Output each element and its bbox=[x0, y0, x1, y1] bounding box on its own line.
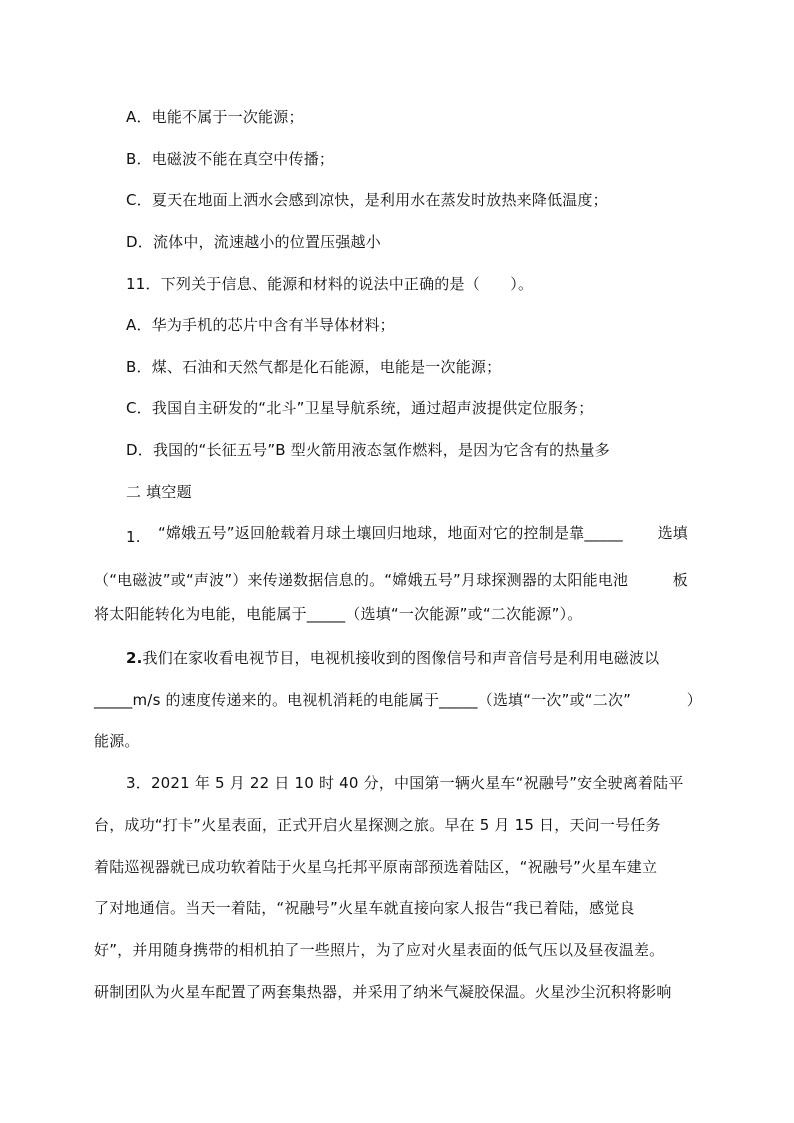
fill2-line2 bbox=[94, 690, 702, 710]
fill2-line2-text: _____m/s 的速度传递来的。电视机消耗的电能属于_____（选填“一次”或“二次” bbox=[94, 691, 632, 709]
fill1-line1-text: “嫦娥五号”返回舱载着月球土壤回归地球，地面对它的控制是靠_____ bbox=[158, 524, 623, 542]
section-title-fill-in: 二 填空题 bbox=[126, 483, 192, 501]
fill3-line-5: 好”，并用随身携带的相机拍了一些照片，为了应对火星表面的低气压以及昼夜温差。 bbox=[94, 941, 665, 959]
q10-option-b: B．电磁波不能在真空中传播； bbox=[126, 150, 335, 168]
fill2-line3: 能源。 bbox=[94, 732, 140, 750]
fill3-line-2: 台，成功“打卡”火星表面，正式开启火星探测之旅。早在 5 月 15 日，天问一号任务 bbox=[94, 816, 661, 834]
fill1-line3: 将太阳能转化为电能，电能属于_____（选填“一次能源”或“二次能源”）。 bbox=[94, 605, 583, 623]
q11-option-c: C．我国自主研发的“北斗”卫星导航系统，通过超声波提供定位服务； bbox=[126, 399, 594, 417]
fill1-line2-end: 板 bbox=[672, 571, 688, 589]
fill3-line-6: 研制团队为火星车配置了两套集热器，并采用了纳米气凝胶保温。火星沙尘沉积将影响 bbox=[94, 983, 672, 1001]
q11-option-b: B．煤、石油和天然气都是化石能源，电能是一次能源； bbox=[126, 358, 502, 376]
q11-option-a: A．华为手机的芯片中含有半导体材料； bbox=[126, 316, 395, 334]
fill1-line1 bbox=[158, 523, 688, 543]
q11-stem: 11．下列关于信息、能源和材料的说法中正确的是（ ）。 bbox=[126, 275, 534, 293]
fill2-line1-text: 我们在家收看电视节目，电视机接收到的图像信号和声音信号是利用电磁波以 bbox=[142, 649, 660, 667]
fill3-line-3: 着陆巡视器就已成功软着陆于火星乌托邦平原南部预选着陆区，“祝融号”火星车建立 bbox=[94, 858, 658, 876]
q10-option-a: A．电能不属于一次能源； bbox=[126, 108, 304, 126]
q10-option-c: C．夏天在地面上洒水会感到凉快，是利用水在蒸发时放热来降低温度； bbox=[126, 191, 608, 209]
fill2-line1 bbox=[126, 648, 659, 668]
fill1-line2-text: （“电磁波”或“声波”）来传递数据信息的。“嫦娥五号”月球探测器的太阳能电池 bbox=[94, 571, 629, 589]
q10-option-d: D．流体中，流速越小的位置压强越小 bbox=[126, 233, 381, 251]
fill3-line-4: 了对地通信。当天一着陆，“祝融号”火星车就直接向家人报告“我已着陆，感觉良 bbox=[94, 899, 635, 917]
fill2-line2-end: ） bbox=[686, 691, 702, 709]
fill2-number: 2. bbox=[126, 649, 143, 667]
fill1-number: 1. bbox=[126, 528, 141, 546]
fill3-line-1: 3．2021 年 5 月 22 日 10 时 40 分，中国第一辆火星车“祝融号”安全驶离着陆平 bbox=[126, 774, 684, 792]
fill1-line1-end: 选填 bbox=[657, 524, 688, 542]
fill1-line2 bbox=[94, 570, 688, 590]
q11-option-d: D．我国的“长征五号”B 型火箭用液态氢作燃料，是因为它含有的热量多 bbox=[126, 441, 610, 459]
